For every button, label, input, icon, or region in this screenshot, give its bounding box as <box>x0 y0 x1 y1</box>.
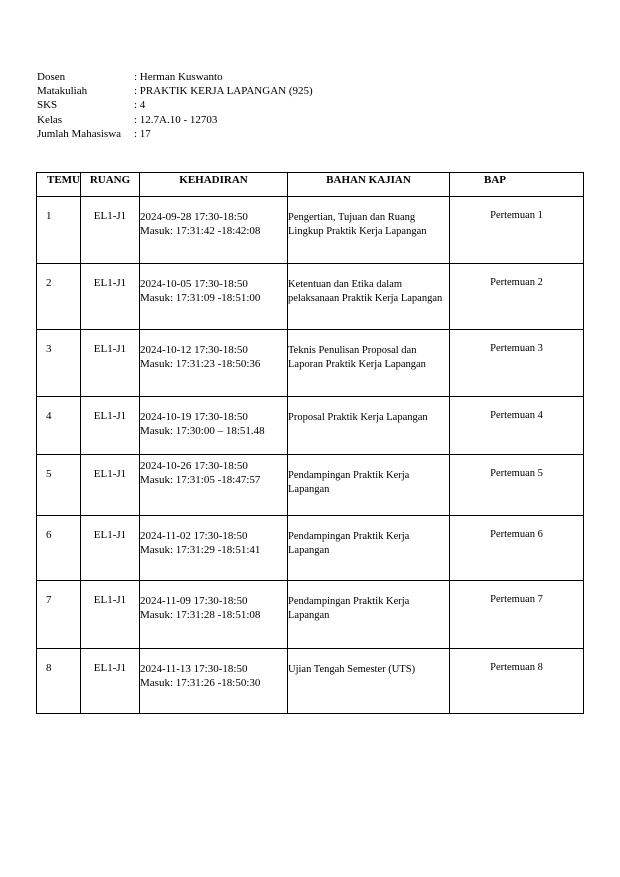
header-bap: BAP <box>450 173 584 197</box>
info-value: : PRAKTIK KERJA LAPANGAN (925) <box>134 85 313 98</box>
cell-kehadiran <box>140 197 288 264</box>
info-label: Matakuliah <box>37 85 88 98</box>
cell-kehadiran <box>140 330 288 397</box>
table-row <box>37 516 584 581</box>
cell-bap: Pertemuan 4 <box>450 397 584 455</box>
kehadiran-masuk: Masuk: 17:31:29 -18:51:41 <box>140 543 261 556</box>
info-label: SKS <box>37 99 58 112</box>
cell-bahan-kajian: Pendampingan Praktik Kerja Lapangan <box>288 581 450 649</box>
header-kehadiran: KEHADIRAN <box>140 173 288 197</box>
cell-bahan-kajian: Teknis Penulisan Proposal dan Laporan Praktik Kerja Lapangan <box>288 330 450 397</box>
kehadiran-date: 2024-11-02 17:30-18:50 <box>140 530 248 542</box>
cell-ruang: EL1-J1 <box>81 264 140 330</box>
cell-kehadiran <box>140 649 288 714</box>
kehadiran-date: 2024-10-12 17:30-18:50 <box>140 344 248 356</box>
cell-temu: 3 <box>37 330 81 397</box>
info-row-dosen <box>37 70 313 84</box>
info-row-sks <box>37 98 313 112</box>
cell-bap: Pertemuan 1 <box>450 197 584 264</box>
info-value: : 4 <box>134 99 146 112</box>
table-row <box>37 264 584 330</box>
info-value: : Herman Kuswanto <box>134 71 223 83</box>
cell-ruang: EL1-J1 <box>81 397 140 455</box>
table-row <box>37 455 584 516</box>
cell-ruang: EL1-J1 <box>81 649 140 714</box>
kehadiran-masuk: Masuk: 17:31:42 -18:42:08 <box>140 224 261 237</box>
info-label: Kelas <box>37 113 63 126</box>
cell-bap: Pertemuan 3 <box>450 330 584 397</box>
cell-ruang: EL1-J1 <box>81 581 140 649</box>
kehadiran-date: 2024-10-26 17:30-18:50 <box>140 460 248 472</box>
kehadiran-masuk: Masuk: 17:31:23 -18:50:36 <box>140 357 261 370</box>
cell-bap: Pertemuan 6 <box>450 516 584 581</box>
cell-temu: 7 <box>37 581 81 649</box>
cell-temu: 2 <box>37 264 81 330</box>
cell-bahan-kajian: Pendampingan Praktik Kerja Lapangan <box>288 455 450 516</box>
kehadiran-masuk: Masuk: 17:31:26 -18:50:30 <box>140 676 261 689</box>
info-label: Dosen <box>37 71 66 83</box>
header-ruang: RUANG <box>81 173 140 197</box>
table-row <box>37 397 584 455</box>
kehadiran-date: 2024-09-28 17:30-18:50 <box>140 211 248 223</box>
cell-ruang: EL1-J1 <box>81 516 140 581</box>
kehadiran-masuk: Masuk: 17:31:09 -18:51:00 <box>140 291 261 304</box>
info-value: : 12.7A.10 - 12703 <box>134 113 218 126</box>
table-header-row <box>37 173 584 197</box>
info-row-jumlah-mahasiswa <box>37 127 313 141</box>
info-value: : 17 <box>134 127 151 140</box>
cell-bap: Pertemuan 5 <box>450 455 584 516</box>
kehadiran-date: 2024-10-05 17:30-18:50 <box>140 278 248 290</box>
kehadiran-masuk: Masuk: 17:31:05 -18:47:57 <box>140 473 261 486</box>
cell-ruang: EL1-J1 <box>81 455 140 516</box>
cell-bahan-kajian: Ketentuan dan Etika dalam pelaksanaan Praktik Kerja Lapangan <box>288 264 450 330</box>
kehadiran-date: 2024-10-19 17:30-18:50 <box>140 411 248 423</box>
cell-kehadiran <box>140 581 288 649</box>
header-temu: TEMU <box>37 173 81 197</box>
cell-bahan-kajian: Proposal Praktik Kerja Lapangan <box>288 397 450 455</box>
cell-kehadiran <box>140 516 288 581</box>
cell-bap: Pertemuan 2 <box>450 264 584 330</box>
kehadiran-masuk: Masuk: 17:31:28 -18:51:08 <box>140 608 261 621</box>
kehadiran-masuk: Masuk: 17:30:00 – 18:51.48 <box>140 424 265 437</box>
info-label: Jumlah Mahasiswa <box>37 127 122 140</box>
table-row <box>37 197 584 264</box>
cell-ruang: EL1-J1 <box>81 197 140 264</box>
cell-ruang: EL1-J1 <box>81 330 140 397</box>
cell-temu: 1 <box>37 197 81 264</box>
info-row-matakuliah <box>37 84 313 98</box>
cell-bap: Pertemuan 8 <box>450 649 584 714</box>
cell-kehadiran <box>140 264 288 330</box>
cell-temu: 8 <box>37 649 81 714</box>
attendance-table <box>36 172 584 714</box>
cell-bahan-kajian: Pendampingan Praktik Kerja Lapangan <box>288 516 450 581</box>
cell-kehadiran <box>140 397 288 455</box>
kehadiran-date: 2024-11-13 17:30-18:50 <box>140 663 248 675</box>
cell-bap: Pertemuan 7 <box>450 581 584 649</box>
cell-temu: 4 <box>37 397 81 455</box>
cell-bahan-kajian: Pengertian, Tujuan dan Ruang Lingkup Praktik Kerja Lapangan <box>288 197 450 264</box>
header-bahan-kajian: BAHAN KAJIAN <box>288 173 450 197</box>
kehadiran-date: 2024-11-09 17:30-18:50 <box>140 595 248 607</box>
cell-kehadiran <box>140 455 288 516</box>
course-info <box>37 70 313 141</box>
table-row <box>37 330 584 397</box>
table-row <box>37 649 584 714</box>
table-row <box>37 581 584 649</box>
info-row-kelas <box>37 113 313 127</box>
cell-temu: 5 <box>37 455 81 516</box>
cell-bahan-kajian: Ujian Tengah Semester (UTS) <box>288 649 450 714</box>
cell-temu: 6 <box>37 516 81 581</box>
